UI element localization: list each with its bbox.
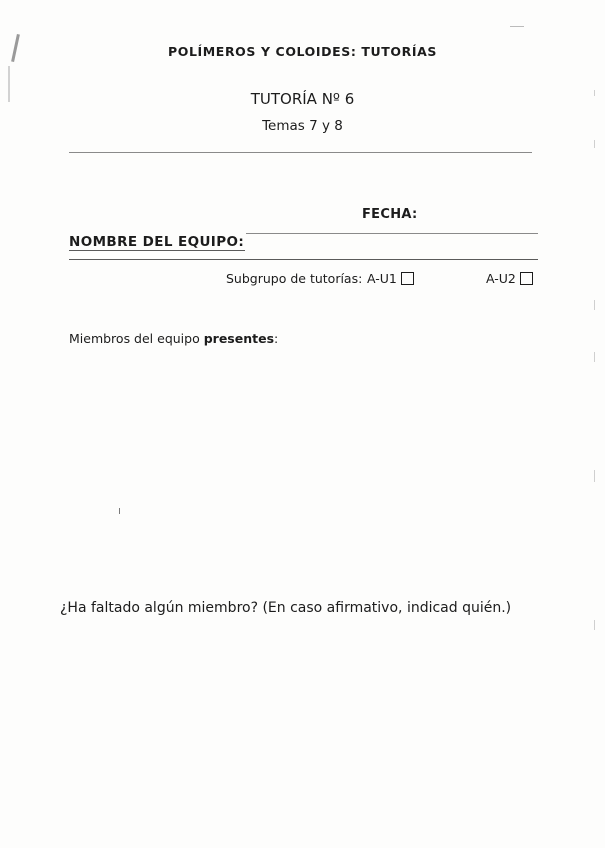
date-field-line <box>246 233 538 234</box>
scan-artifact <box>510 26 524 27</box>
course-title: POLÍMEROS Y COLOIDES: TUTORÍAS <box>167 44 438 59</box>
page-edge-mark <box>594 470 595 482</box>
subgroup-option-a-u1[interactable] <box>367 271 414 286</box>
subgroup-option-label: A-U2 <box>486 271 516 286</box>
page-edge-mark <box>594 300 595 310</box>
page-edge-mark <box>594 352 595 362</box>
scan-artifact <box>119 508 120 514</box>
tutorial-topics: Temas 7 y 8 <box>262 118 343 134</box>
tutorial-title: TUTORÍA Nº 6 <box>250 90 355 108</box>
team-section-divider <box>69 259 538 260</box>
members-present-label: Miembros del equipo presentes: <box>69 331 279 346</box>
absent-members-question: ¿Ha faltado algún miembro? (En caso afirmativo, indicad quién.) <box>60 600 512 616</box>
page-edge-mark <box>594 140 595 148</box>
team-name-line <box>69 250 245 251</box>
subgroup-label: Subgrupo de tutorías: <box>226 271 363 286</box>
date-label: FECHA: <box>362 207 418 222</box>
page-edge-mark <box>594 90 595 96</box>
checkbox-a-u1[interactable] <box>401 272 414 285</box>
scan-artifact <box>8 66 10 102</box>
page-edge-mark <box>594 620 595 630</box>
subgroup-option-label: A-U1 <box>367 271 397 286</box>
checkbox-a-u2[interactable] <box>520 272 533 285</box>
team-name-label: NOMBRE DEL EQUIPO: <box>69 234 245 250</box>
header-divider <box>69 152 532 153</box>
subgroup-option-a-u2[interactable] <box>486 271 533 286</box>
